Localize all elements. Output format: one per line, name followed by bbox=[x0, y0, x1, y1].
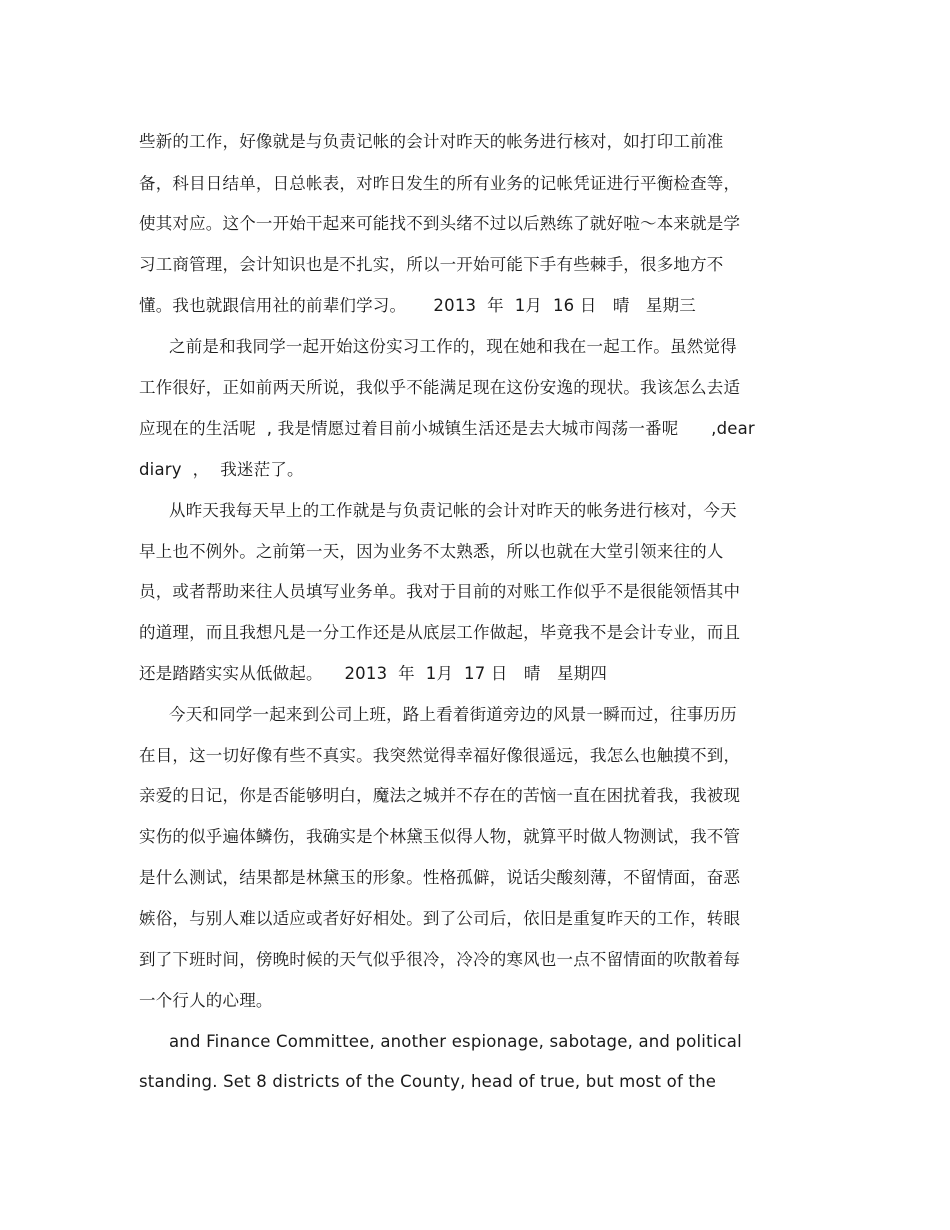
text-line: 员，或者帮助来往人员填写业务单。我对于目前的对账工作似乎不是很能领悟其中 bbox=[139, 582, 741, 601]
text-line: 使其对应。这个一开始干起来可能找不到头绪不过以后熟练了就好啦～本来就是学 bbox=[139, 214, 741, 233]
text-line: standing. Set 8 districts of the County, head of true, but most of the bbox=[139, 1072, 717, 1091]
text-line: 工作很好，正如前两天所说，我似乎不能满足现在这份安逸的现状。我该怎么去适 bbox=[139, 378, 741, 397]
text-line: 到了下班时间，傍晚时候的天气似乎很冷，冷冷的寒风也一点不留情面的吹散着每 bbox=[139, 950, 741, 969]
text-line: 些新的工作，好像就是与负责记帐的会计对昨天的帐务进行核对，如打印工前准 bbox=[139, 132, 724, 151]
text-line: 懂。我也就跟信用社的前辈们学习。 2013 年 1月 16 日 晴 星期三 bbox=[139, 296, 696, 315]
text-line: diary ， 我迷茫了。 bbox=[139, 460, 304, 479]
text-line: 亲爱的日记，你是否能够明白，魔法之城并不存在的苦恼一直在困扰着我，我被现 bbox=[139, 786, 741, 805]
text-line: 是什么测试，结果都是林黛玉的形象。性格孤僻，说话尖酸刻薄，不留情面，奋恶 bbox=[139, 868, 741, 887]
text-line: 还是踏踏实实从低做起。 2013 年 1月 17 日 晴 星期四 bbox=[139, 664, 608, 683]
text-line: 备，科目日结单，日总帐表，对昨日发生的所有业务的记帐凭证进行平衡检查等， bbox=[139, 174, 741, 193]
text-line: 实伤的似乎遍体鳞伤，我确实是个林黛玉似得人物，就算平时做人物测试，我不管 bbox=[139, 827, 741, 846]
paragraph-start-line: 今天和同学一起来到公司上班，路上看着街道旁边的风景一瞬而过，往事历历 bbox=[169, 705, 737, 724]
text-line: 习工商管理，会计知识也是不扎实，所以一开始可能下手有些棘手，很多地方不 bbox=[139, 255, 724, 274]
text-line: 应现在的生活呢 , 我是情愿过着目前小城镇生活还是去大城市闯荡一番呢 ,dear bbox=[139, 419, 755, 438]
paragraph-start-line: 之前是和我同学一起开始这份实习工作的，现在她和我在一起工作。虽然觉得 bbox=[169, 337, 737, 356]
paragraph-start-line: and Finance Committee, another espionage, sabotage, and political bbox=[169, 1032, 742, 1051]
text-line: 的道理，而且我想凡是一分工作还是从底层工作做起，毕竟我不是会计专业，而且 bbox=[139, 623, 741, 642]
text-line: 在目，这一切好像有些不真实。我突然觉得幸福好像很遥远，我怎么也触摸不到， bbox=[139, 746, 741, 765]
text-line: 早上也不例外。之前第一天，因为业务不太熟悉，所以也就在大堂引领来往的人 bbox=[139, 542, 724, 561]
paragraph-start-line: 从昨天我每天早上的工作就是与负责记帐的会计对昨天的帐务进行核对，今天 bbox=[169, 501, 737, 520]
text-line: 嫉俗，与别人难以适应或者好好相处。到了公司后，依旧是重复昨天的工作，转眼 bbox=[139, 909, 741, 928]
text-line: 一个行人的心理。 bbox=[139, 991, 273, 1010]
